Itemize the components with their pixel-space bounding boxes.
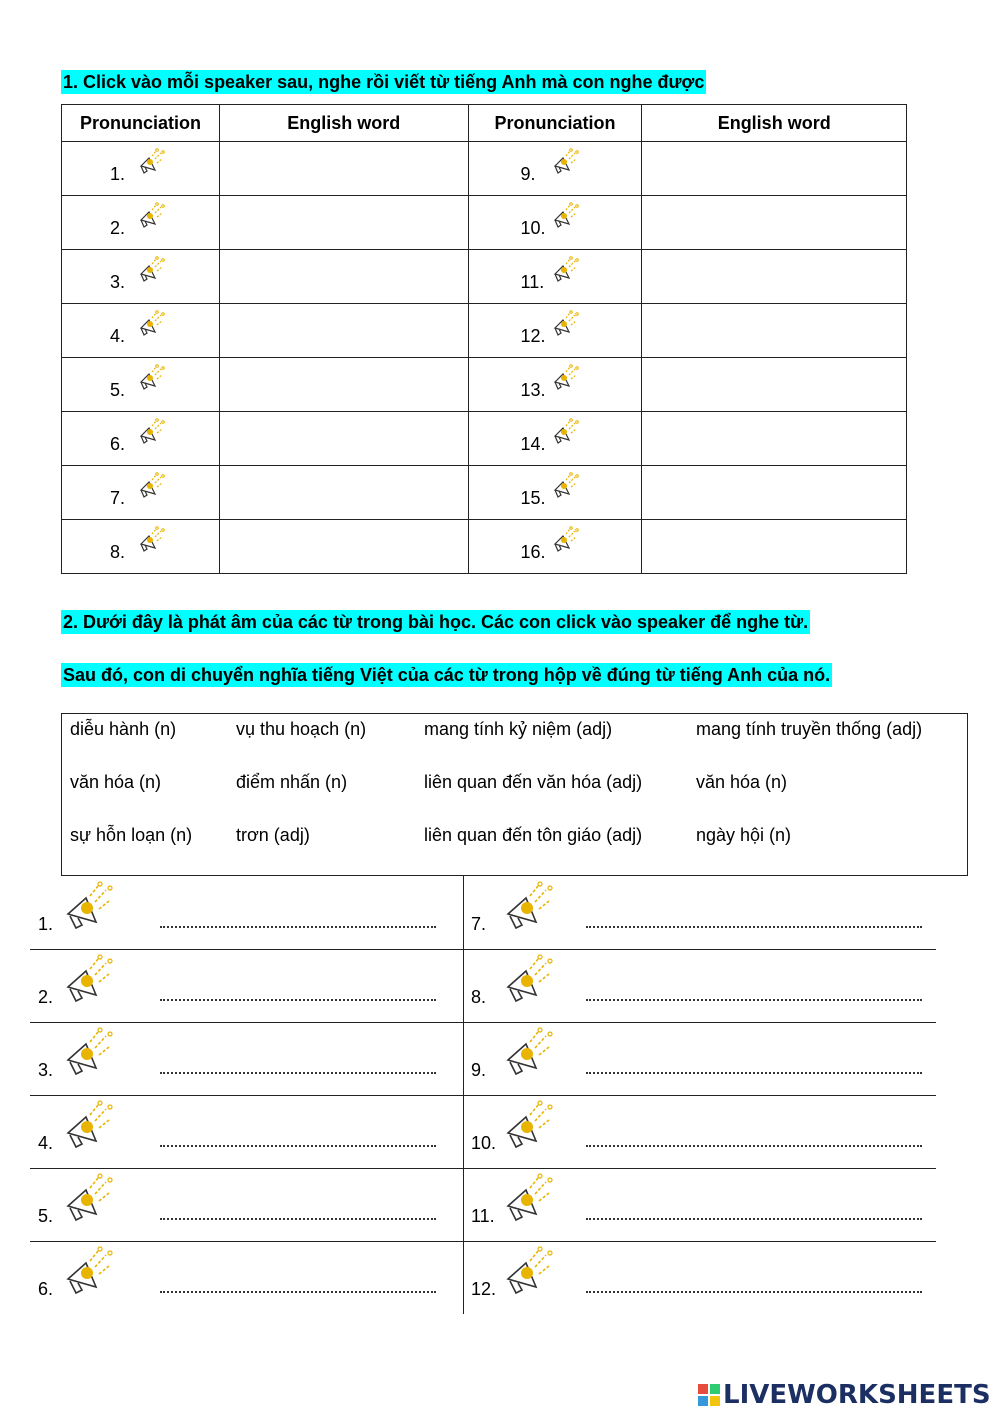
item-number: 9. [520, 164, 536, 184]
logo-text: LIVEWORKSHEETS [723, 1380, 991, 1410]
speaker-icon[interactable] [549, 470, 579, 504]
item-number: 6. [38, 1279, 54, 1299]
word-option[interactable]: liên quan đến tôn giáo (adj) [424, 825, 643, 845]
logo-icon [698, 1384, 720, 1406]
item-number: 12. [520, 326, 546, 346]
speaker-icon[interactable] [135, 308, 165, 342]
pronunciation-cell [62, 196, 220, 250]
item-number: 6. [110, 434, 126, 454]
english-word-answer[interactable] [219, 466, 468, 520]
word-option[interactable]: điểm nhấn (n) [236, 772, 348, 792]
matching-item [30, 949, 487, 1022]
item-number: 11. [471, 1206, 495, 1226]
english-word-answer[interactable] [642, 412, 907, 466]
pronunciation-cell [62, 142, 220, 196]
pronunciation-table [61, 104, 907, 574]
speaker-icon[interactable] [500, 1099, 554, 1155]
table-row [62, 196, 907, 250]
speaker-icon[interactable] [135, 470, 165, 504]
answer-drop-zone[interactable] [586, 993, 922, 1001]
pronunciation-cell [468, 358, 642, 412]
english-word-answer[interactable] [219, 520, 468, 574]
item-number: 4. [38, 1133, 54, 1153]
matching-item [30, 876, 487, 949]
pronunciation-cell [468, 304, 642, 358]
pronunciation-cell [62, 466, 220, 520]
item-number: 2. [110, 218, 126, 238]
header-english-word: English word [642, 105, 907, 142]
pronunciation-cell [468, 520, 642, 574]
speaker-icon[interactable] [135, 254, 165, 288]
answer-drop-zone[interactable] [586, 1139, 922, 1147]
english-word-answer[interactable] [642, 250, 907, 304]
matching-item [30, 1022, 487, 1095]
word-option[interactable]: mang tính truyền thống (adj) [696, 719, 923, 739]
word-option[interactable]: trơn (adj) [236, 825, 310, 845]
pronunciation-cell [468, 142, 642, 196]
pronunciation-cell [62, 304, 220, 358]
item-number: 2. [38, 987, 54, 1007]
pronunciation-cell [62, 520, 220, 574]
table-row [62, 412, 907, 466]
speaker-icon[interactable] [135, 146, 165, 180]
item-number: 4. [110, 326, 126, 346]
word-option[interactable]: vụ thu hoạch (n) [236, 719, 367, 739]
english-word-answer[interactable] [642, 304, 907, 358]
word-option[interactable]: sự hỗn loạn (n) [70, 825, 193, 845]
pronunciation-cell [468, 196, 642, 250]
table-row [62, 466, 907, 520]
item-number: 8. [471, 987, 487, 1007]
item-number: 8. [110, 542, 126, 562]
answer-drop-zone[interactable] [586, 1212, 922, 1220]
speaker-icon[interactable] [549, 524, 579, 558]
speaker-icon[interactable] [549, 200, 579, 234]
table-row [62, 250, 907, 304]
pronunciation-cell [468, 250, 642, 304]
table-row [62, 520, 907, 574]
item-number: 5. [38, 1206, 54, 1226]
speaker-icon[interactable] [500, 880, 554, 936]
english-word-answer[interactable] [219, 142, 468, 196]
speaker-icon[interactable] [135, 362, 165, 396]
english-word-answer[interactable] [642, 358, 907, 412]
speaker-icon[interactable] [549, 146, 579, 180]
word-option[interactable]: diễu hành (n) [70, 719, 177, 739]
table-row [62, 358, 907, 412]
pronunciation-cell [62, 358, 220, 412]
speaker-icon[interactable] [549, 308, 579, 342]
english-word-answer[interactable] [219, 358, 468, 412]
english-word-answer[interactable] [219, 196, 468, 250]
speaker-icon[interactable] [500, 1026, 554, 1082]
item-number: 13. [520, 380, 546, 400]
speaker-icon[interactable] [500, 1172, 554, 1228]
item-number: 3. [38, 1060, 54, 1080]
english-word-answer[interactable] [219, 412, 468, 466]
pronunciation-cell [468, 466, 642, 520]
speaker-icon[interactable] [549, 362, 579, 396]
item-number: 1. [38, 914, 54, 934]
item-number: 7. [110, 488, 126, 508]
header-pronunciation: Pronunciation [62, 105, 220, 142]
matching-item [30, 1168, 495, 1241]
english-word-answer[interactable] [642, 466, 907, 520]
matching-item [30, 1241, 497, 1314]
answer-drop-zone[interactable] [586, 920, 922, 928]
word-option[interactable]: ngày hội (n) [696, 825, 792, 845]
pronunciation-cell [62, 412, 220, 466]
word-option[interactable]: mang tính kỷ niệm (adj) [424, 719, 613, 739]
item-number: 10. [471, 1133, 497, 1153]
answer-drop-zone[interactable] [586, 1285, 922, 1293]
speaker-icon[interactable] [549, 416, 579, 450]
word-option[interactable]: văn hóa (n) [696, 772, 788, 792]
section1-heading: 1. Click vào mỗi speaker sau, nghe rồi viết từ tiếng Anh mà con nghe được [63, 72, 705, 92]
speaker-icon[interactable] [500, 1245, 554, 1301]
liveworksheets-logo [698, 1380, 991, 1410]
speaker-icon[interactable] [135, 524, 165, 558]
speaker-icon[interactable] [549, 254, 579, 288]
item-number: 7. [471, 914, 487, 934]
answer-drop-zone[interactable] [586, 1066, 922, 1074]
word-box [61, 713, 968, 876]
item-number: 14. [520, 434, 546, 454]
english-word-answer[interactable] [219, 250, 468, 304]
table-row [62, 304, 907, 358]
section2-heading: 2. Dưới đây là phát âm của các từ trong bài học. Các con click vào speaker để nghe từ. [63, 612, 809, 632]
english-word-answer[interactable] [219, 304, 468, 358]
speaker-icon[interactable] [500, 953, 554, 1009]
matching-table [30, 876, 936, 1314]
english-word-answer[interactable] [642, 520, 907, 574]
pronunciation-cell [468, 412, 642, 466]
english-word-answer[interactable] [642, 142, 907, 196]
header-english-word: English word [219, 105, 468, 142]
word-option[interactable]: liên quan đến văn hóa (adj) [424, 772, 643, 792]
english-word-answer[interactable] [642, 196, 907, 250]
item-number: 3. [110, 272, 126, 292]
item-number: 10. [520, 218, 546, 238]
item-number: 11. [520, 272, 545, 292]
item-number: 15. [520, 488, 546, 508]
speaker-icon[interactable] [135, 200, 165, 234]
item-number: 16. [520, 542, 546, 562]
speaker-icon[interactable] [135, 416, 165, 450]
item-number: 5. [110, 380, 126, 400]
matching-item [30, 1095, 497, 1168]
section2-instruction: Sau đó, con di chuyển nghĩa tiếng Việt của các từ trong hộp về đúng từ tiếng Anh của nó. [63, 665, 831, 685]
header-pronunciation: Pronunciation [468, 105, 642, 142]
item-number: 9. [471, 1060, 487, 1080]
item-number: 1. [110, 164, 126, 184]
word-option[interactable]: văn hóa (n) [70, 772, 162, 792]
table-row [62, 142, 907, 196]
item-number: 12. [471, 1279, 497, 1299]
pronunciation-cell [62, 250, 220, 304]
